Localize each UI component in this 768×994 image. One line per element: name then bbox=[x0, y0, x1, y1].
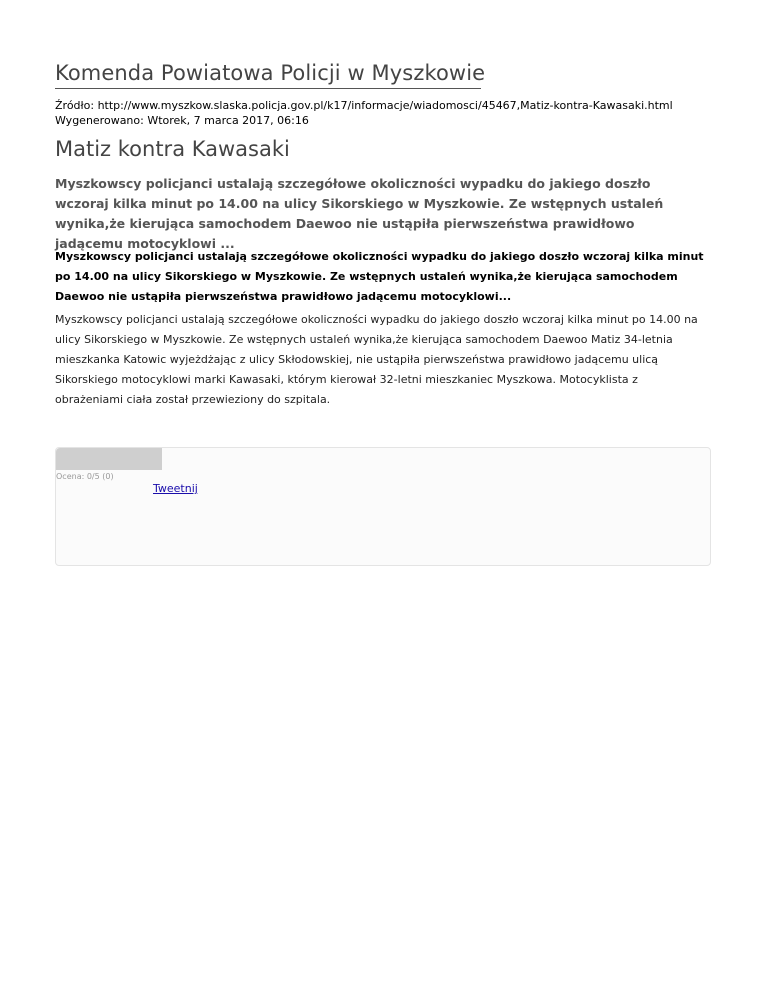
tweet-link[interactable]: Tweetnij bbox=[153, 482, 198, 495]
site-title: Komenda Powiatowa Policji w Myszkowie bbox=[55, 61, 486, 85]
title-divider bbox=[55, 88, 481, 89]
article-summary: Myszkowscy policjanci ustalają szczegółowe okoliczności wypadku do jakiego doszło wczoraj kilka minut po 14.00 na ulicy Sikorskiego w Myszkowie. Ze wstępnych ustaleń wynika,że kierująca samochodem Daewoo nie ustąpiła pierwszeństwa prawidłowo jadącemu motocyklowi... bbox=[55, 250, 704, 303]
source-url: Źródło: http://www.myszkow.slaska.policja.gov.pl/k17/informacje/wiadomosci/45467,Matiz-kontra-Kawasaki.html bbox=[55, 99, 673, 112]
generated-date: Wygenerowano: Wtorek, 7 marca 2017, 06:16 bbox=[55, 114, 309, 127]
rating-label: Ocena: 0/5 (0) bbox=[56, 472, 114, 481]
rating-stars-bar[interactable] bbox=[56, 448, 162, 470]
article-body: Myszkowscy policjanci ustalają szczegółowe okoliczności wypadku do jakiego doszło wczoraj kilka minut po 14.00 na ulicy Sikorskiego w Myszkowie. Ze wstępnych ustaleń wynika,że kierująca samochodem Daewoo Matiz 34-letnia mieszkanka Katowic wyjeżdżając z ulicy Skłodowskiej, nie ustąpiła pierwszeństwa prawidłowo jadącemu ulicą Sikorskiego motocyklowi marki Kawasaki, którym kierował 32-letni mieszkaniec Myszkowa. Motocyklista z obrażeniami ciała został przewieziony do szpitala. bbox=[55, 313, 698, 406]
article-lead: Myszkowscy policjanci ustalają szczegółowe okoliczności wypadku do jakiego doszło wczoraj kilka minut po 14.00 na ulicy Sikorskiego w Myszkowie. Ze wstępnych ustaleń wynika,że kierująca samochodem Daewoo nie ustąpiła pierwszeństwa prawidłowo jadącemu motocyklowi ... bbox=[55, 176, 664, 251]
meta-info bbox=[55, 98, 673, 128]
article-title: Matiz kontra Kawasaki bbox=[55, 137, 290, 161]
rating-share-box bbox=[55, 447, 711, 566]
